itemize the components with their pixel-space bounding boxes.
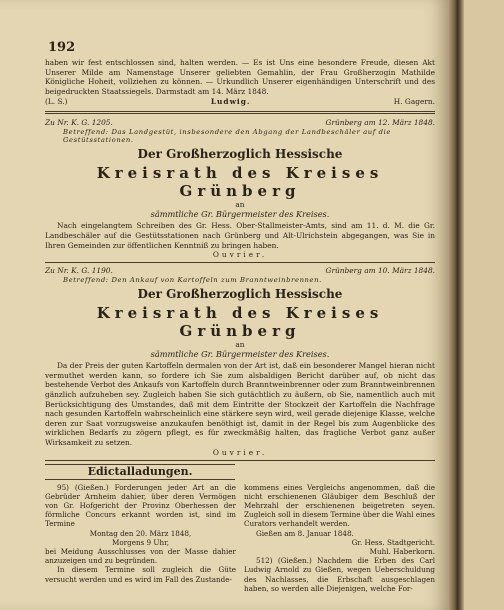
edict-court: Gr. Hess. Stadtgericht.	[351, 537, 435, 547]
addressee: sämmtliche Gr. Bürgermeister des Kreises.	[150, 349, 330, 360]
notice-subject: Betreffend: Das Landgestüt, insbesondere den Abgang der Landbeschäler auf die Gestütsstationen.	[63, 127, 391, 144]
edict-time: Morgens 9 Uhr,	[111, 537, 170, 547]
seal-mark: (L. S.)	[45, 97, 68, 107]
notice-potatoes	[45, 266, 435, 456]
countersignature: H. Gagern.	[393, 97, 435, 107]
top-paragraph: haben wir fest entschlossen sind, halten werden. — Es ist Uns eine besondere Freude, diesen Akt Unserer Milde am Namenstage Unserer geliebten Gemahlin, der Frau Großherzogin Mathilde Königliche Hoheit, vollziehen zu können. — Urkundlich Unserer eigenhändigen Unterschrift und des beigedruckten Staatssiegels. Darmstadt am 14. März 1848.	[45, 58, 435, 96]
notice-horse-stud	[45, 118, 435, 259]
notice-date: Grünberg am 10. März 1848.	[325, 266, 435, 276]
district-title: Kreisrath des Kreises Grünberg	[96, 304, 384, 341]
section-divider	[45, 262, 435, 263]
section-divider	[45, 111, 435, 114]
edict-place-date: Gießen am 8. Januar 1848.	[256, 528, 354, 538]
notice-subject: Betreffend: Den Ankauf von Kartoffeln zum Branntweinbrennen.	[63, 275, 322, 284]
signature-row	[45, 97, 435, 107]
edicts-left-column	[45, 483, 236, 593]
addressee: sämmtliche Gr. Bürgermeister des Kreises.	[150, 209, 330, 220]
notice-header	[45, 118, 435, 128]
addressee-preposition: an	[235, 200, 245, 210]
page-content	[45, 58, 435, 593]
notice-date: Grünberg am 12. März 1848.	[325, 117, 435, 127]
addressee-preposition: an	[235, 340, 245, 350]
section-divider	[45, 460, 435, 461]
book-gutter	[448, 0, 464, 610]
right-page-edge	[464, 0, 504, 610]
notice-header	[45, 266, 435, 276]
edicts-heading: Edictalladungen.	[45, 464, 235, 480]
page-number: 192	[48, 40, 76, 55]
notice-signer: Ouvrier.	[212, 447, 268, 457]
edict-next-entry: 512) (Gießen.) Nachdem die Erben des Carl Ludwig Arnold zu Gießen, wegen Ueberschuldung des Nachlasses, die Erbschaft ausgeschlagen haben, so werden alle Diejenigen, welche For-	[244, 556, 435, 593]
edicts-right-column	[244, 483, 435, 593]
notice-body: Nach eingelangtem Schreiben des Gr. Hess. Ober-Stallmeister-Amts, sind am 11. d. M. die Gr. Landbeschäler auf die Gestütsstationen nach Grünberg und Alt-Ulrichstein abgegangen, was Sie in Ihren Gemeinden zur öffentlichen Kenntniß zu bringen haben.	[45, 221, 435, 250]
reference-number: Zu Nr. K. G. 1205.	[45, 117, 113, 127]
edicts-columns	[45, 483, 435, 593]
edict-date: Montag den 20. März 1848,	[89, 528, 192, 538]
reference-number: Zu Nr. K. G. 1190.	[45, 266, 113, 276]
edict-continuation: In diesem Termine soll zugleich die Güte versucht werden und es wird im Fall des Zustande-	[45, 565, 236, 584]
signature-name: Ludwig.	[210, 97, 251, 107]
edict-officials: Muhl. Haberkorn.	[369, 546, 435, 556]
edict-intro: 95) (Gießen.) Forderungen jeder Art an die Gebrüder Arnheim dahier, über deren Vermögen von Gr. Hofgericht der Provinz Oberhessen der förmliche Concurs erkannt worden ist, sind im Termine	[45, 482, 236, 529]
issuing-authority: Der Großherzoglich Hessische	[137, 287, 343, 302]
district-title: Kreisrath des Kreises Grünberg	[96, 164, 384, 201]
notice-signer: Ouvrier.	[212, 250, 268, 260]
notice-body: Da der Preis der guten Kartoffeln dermalen von der Art ist, daß ein besonderer Mangel hieran nicht vermuthet werden kann, so fordere ich Sie zum alsbaldigen Bericht darüber auf, ob nicht das bestehende Verbot des Ankaufs von Kartoffeln durch Branntweinbrenner oder zum Branntweinbrennen gänzlich aufzuheben sey. Zugleich haben Sie sich gutächtlich zu äußern, ob Sie, namentlich auch mit Berücksichtigung des Umstandes, daß mit dem Eintritte der Stockzeit der Kartoffeln die Nachfrage nach gesunden Kartoffeln wahrscheinlich eine stärkere seyn wird, weil gerade diejenige Klasse, welche deren zur Saat vorzugsweise anzukaufen benöthigt ist, damit in der Regel bis zum Augenblicke des wirklichen Bedarfs zu zögern pflegt, es für zweckmäßig halten, das fragliche Verbot ganz außer Wirksamkeit zu setzen.	[45, 361, 435, 447]
issuing-authority: Der Großherzoglich Hessische	[137, 147, 343, 162]
edict-instruction: bei Meidung Ausschlusses von der Masse dahier anzuzeigen und zu begründen.	[45, 546, 236, 566]
edict-continued-text: kommens eines Vergleichs angenommen, daß die nicht erschienenen Gläubiger dem Beschluß der Mehrzahl der erschienenen beigetreten seyen. Zugleich soll in diesem Termine über die Wahl eines Curators verhandelt werden.	[244, 482, 435, 529]
